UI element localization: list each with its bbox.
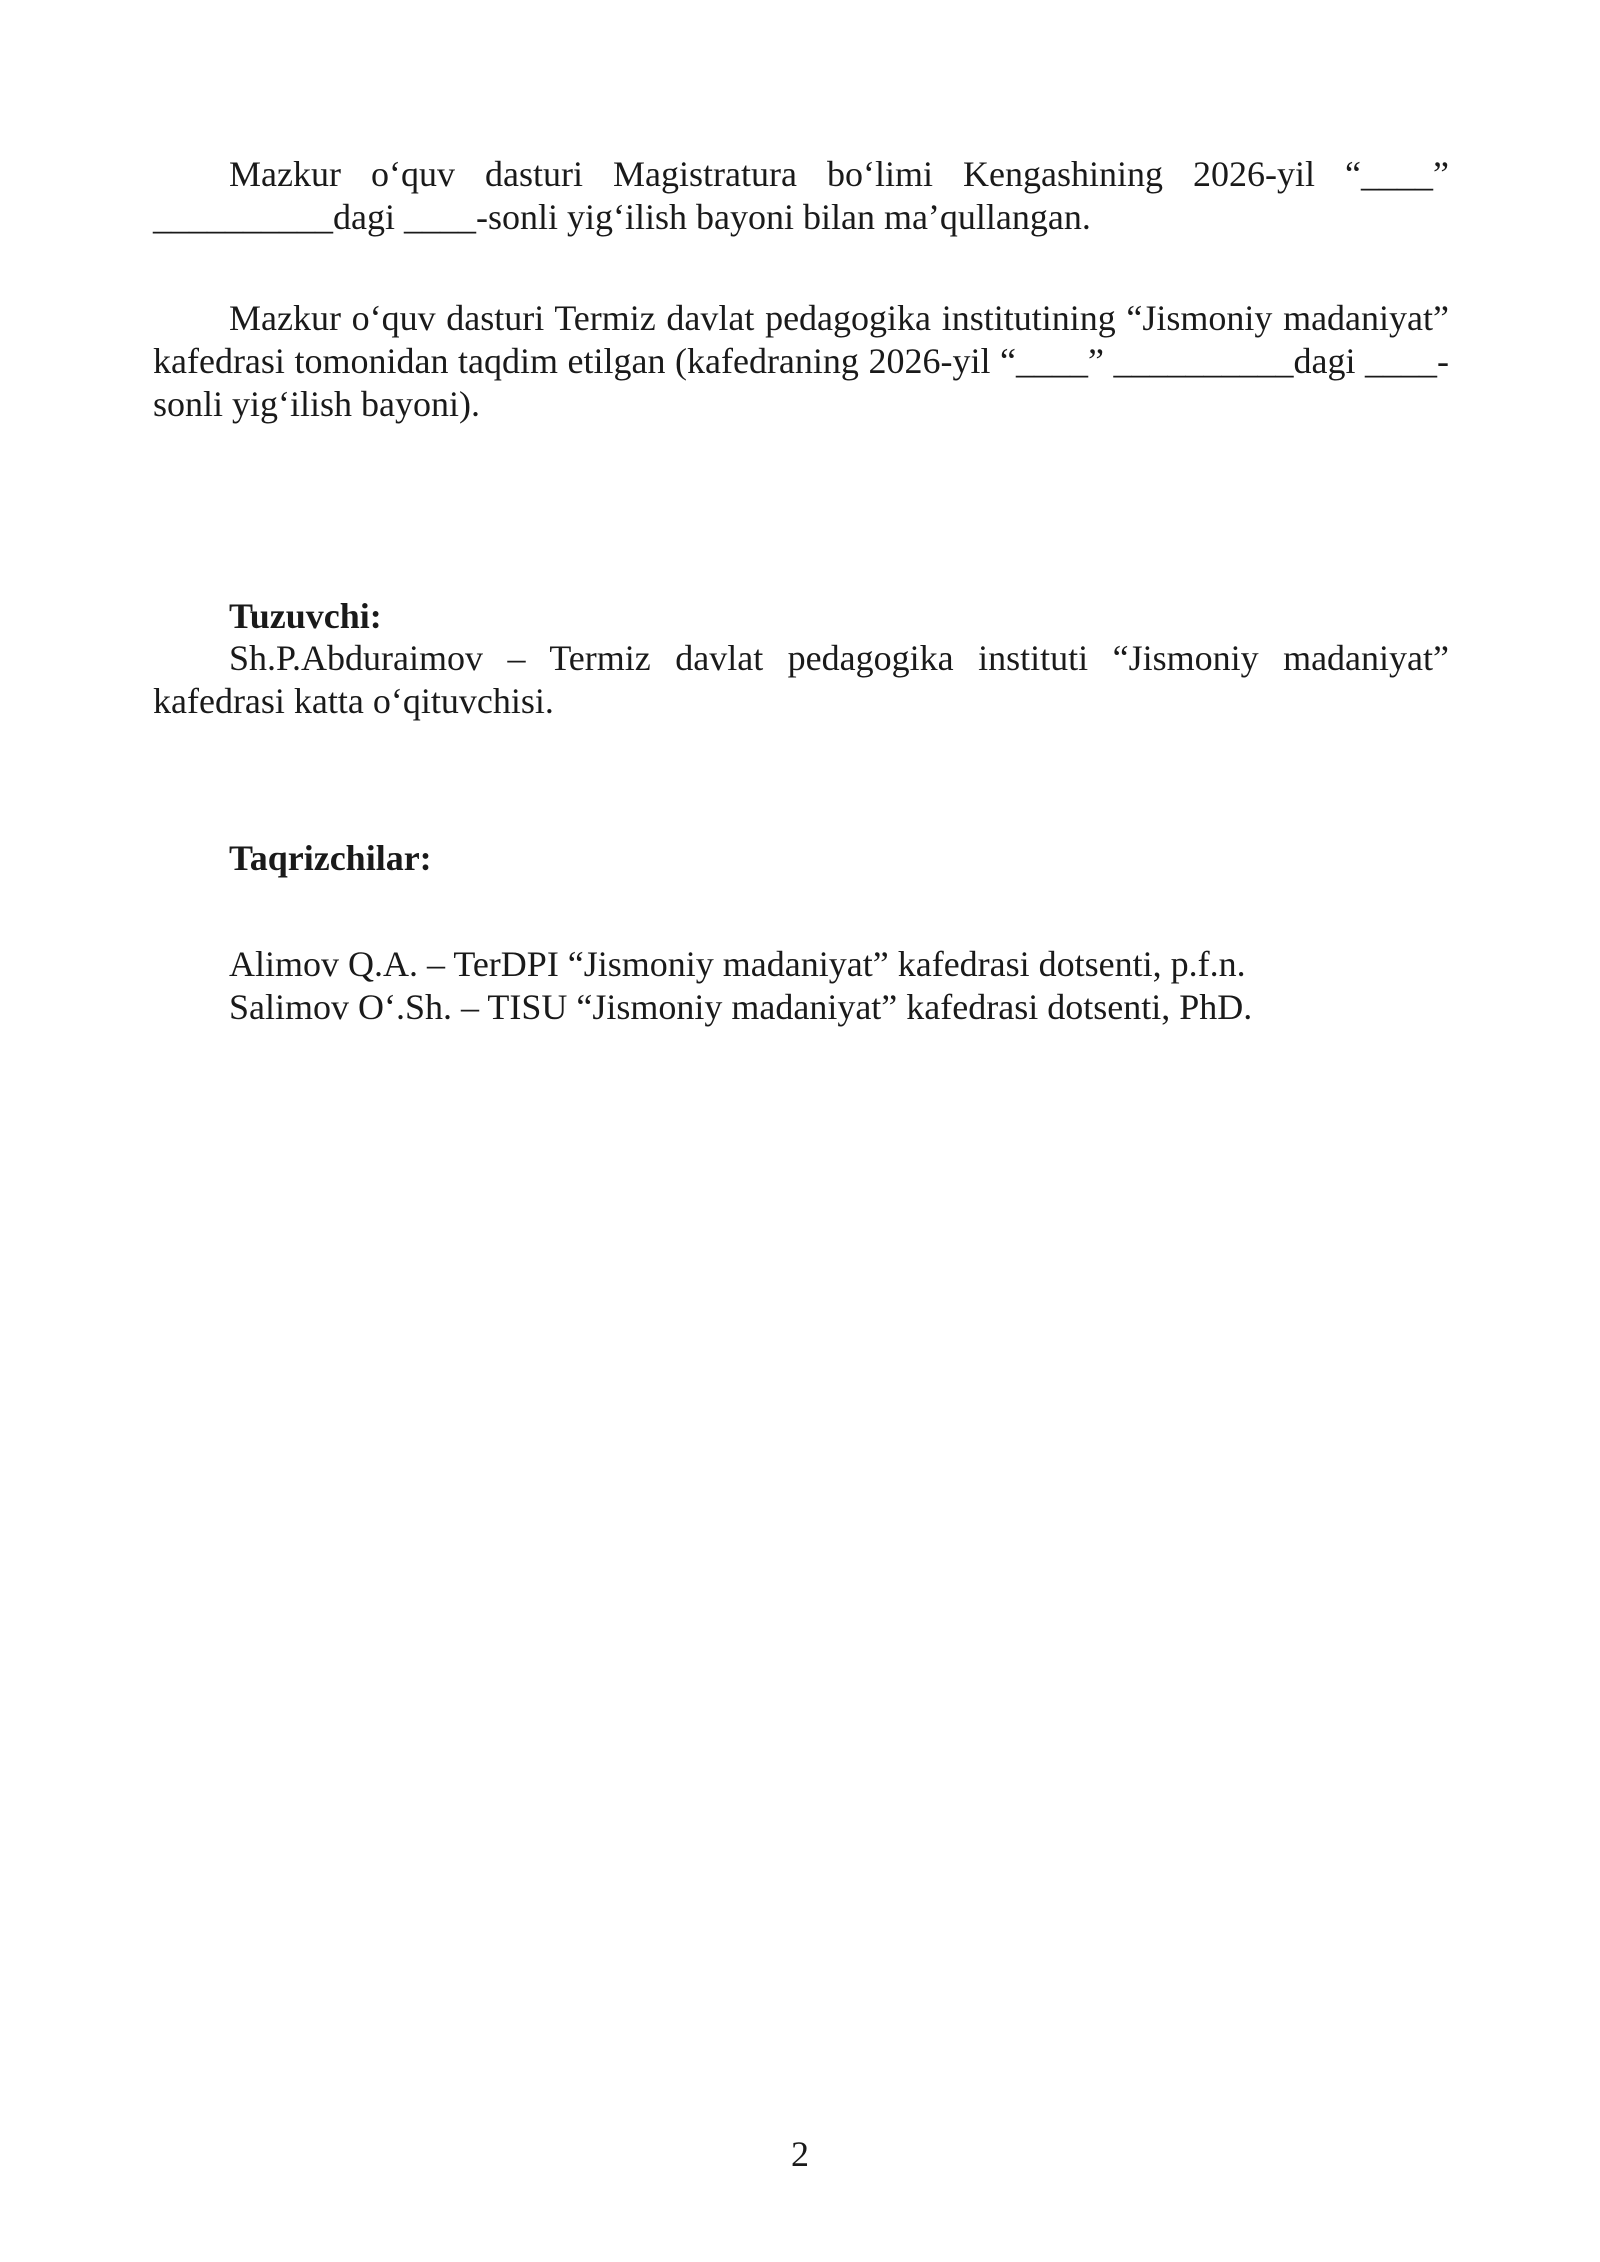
reviewers-list: [229, 943, 1252, 1029]
submission-paragraph: Mazkur o‘quv dasturi Termiz davlat pedagogika institutining “Jismoniy madaniyat” kafedrasi tomonidan taqdim etilgan (kafedraning 2026-yil “____” __________dagi ____-sonli yig‘ilish bayoni).: [153, 298, 1449, 424]
author-text: Sh.P.Abduraimov – Termiz davlat pedagogika instituti “Jismoniy madaniyat” kafedrasi katta o‘qituvchisi.: [153, 638, 1449, 721]
reviewers-heading: Taqrizchilar:: [229, 838, 432, 878]
reviewer-item: Salimov O‘.Sh. – TISU “Jismoniy madaniyat” kafedrasi dotsenti, PhD.: [229, 987, 1253, 1027]
reviewer-item: Alimov Q.A. – TerDPI “Jismoniy madaniyat” kafedrasi dotsenti, p.f.n.: [229, 944, 1246, 984]
author-heading: Tuzuvchi:: [229, 596, 382, 636]
approval-paragraph: Mazkur o‘quv dasturi Magistratura bo‘limi Kengashining 2026-yil “____” __________dagi ____-sonli yig‘ilish bayoni bilan ma’qullangan.: [153, 154, 1449, 237]
page-number: 2: [791, 2134, 809, 2174]
